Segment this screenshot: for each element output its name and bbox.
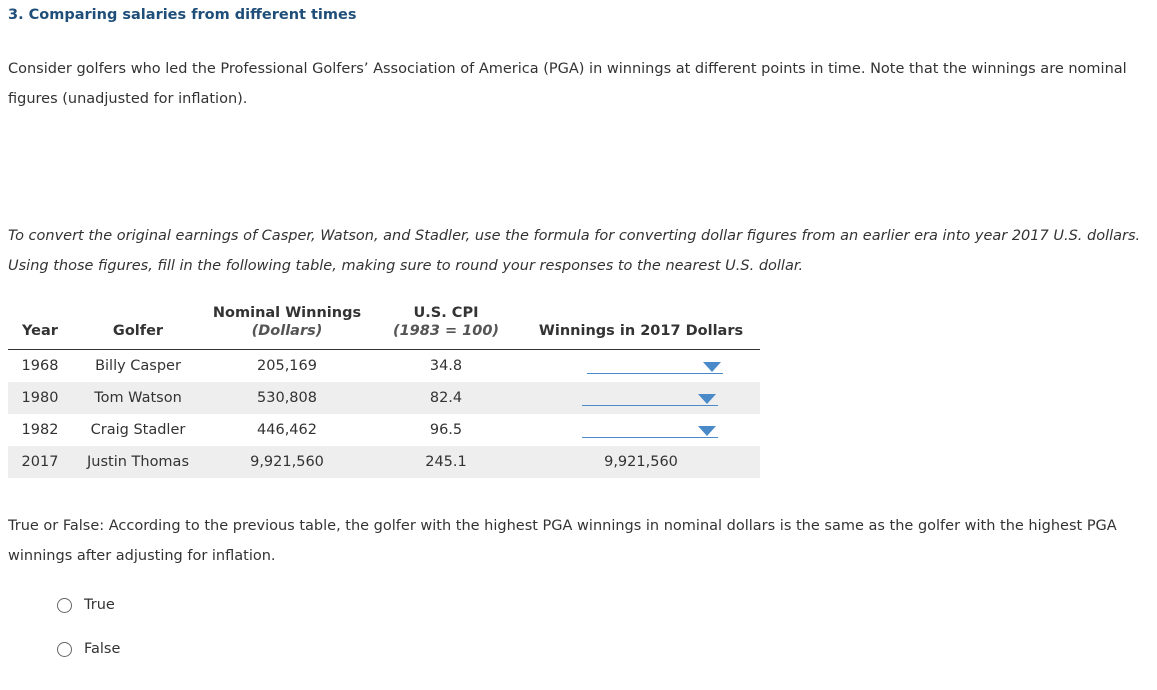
header-golfer-spacer <box>72 293 204 323</box>
cell-golfer: Billy Casper <box>95 358 181 374</box>
cell-nominal: 446,462 <box>257 422 317 438</box>
cell-golfer: Tom Watson <box>72 382 204 414</box>
option-true[interactable] <box>57 597 115 613</box>
cell-golfer: Craig Stadler <box>90 422 186 438</box>
cell-winnings-2017 <box>522 350 760 383</box>
header-nominal-line1: Nominal Winnings <box>212 305 362 321</box>
cell-winnings-2017 <box>522 382 760 414</box>
cell-cpi: 82.4 <box>370 382 522 414</box>
cell-winnings-2017: 9,921,560 <box>522 446 760 478</box>
chevron-down-icon <box>698 426 716 436</box>
winnings-table <box>8 293 760 478</box>
header-golfer: Golfer <box>72 323 204 350</box>
cell-nominal: 530,808 <box>204 382 370 414</box>
header-year: Year <box>8 323 72 350</box>
header-winnings-spacer <box>522 293 760 323</box>
header-cpi-line2: (1983 = 100) <box>370 323 522 350</box>
header-nominal-line2: (Dollars) <box>204 323 370 350</box>
cell-year: 1968 <box>21 358 59 374</box>
chevron-down-icon <box>703 362 721 372</box>
table-row-thomas <box>8 446 760 478</box>
radio-true[interactable] <box>57 598 72 613</box>
table-row-casper <box>8 350 760 383</box>
question-title: 3. Comparing salaries from different times <box>8 7 357 23</box>
winnings-dropdown-watson[interactable] <box>582 391 718 406</box>
true-false-prompt: True or False: According to the previous table, the golfer with the highest PGA winnings in nominal dollars is the same as the golfer with the highest PGA winnings after adjusting for inflation. <box>8 518 1117 564</box>
intro-paragraph: Consider golfers who led the Professional Golfers’ Association of America (PGA) in winnings at different points in time. Note that the winnings are nominal figures (unadjusted for inflation). <box>8 61 1127 107</box>
winnings-table-container <box>8 293 760 478</box>
header-cpi-line1: U.S. CPI <box>413 305 479 321</box>
table-row-watson <box>8 382 760 414</box>
cell-golfer: Justin Thomas <box>72 446 204 478</box>
chevron-down-icon <box>698 394 716 404</box>
cell-nominal: 205,169 <box>257 358 317 374</box>
instructions-paragraph: To convert the original earnings of Casper, Watson, and Stadler, use the formula for converting dollar figures from an earlier era into year 2017 U.S. dollars. Using those figures, fill in the following table, making sure to round your responses to the nearest U.S. dollar. <box>8 228 1141 274</box>
option-false[interactable] <box>57 641 120 657</box>
header-winnings-2017: Winnings in 2017 Dollars <box>522 323 760 350</box>
option-true-label: True <box>84 597 115 613</box>
cell-nominal: 9,921,560 <box>204 446 370 478</box>
winnings-dropdown-casper[interactable] <box>587 359 723 374</box>
cell-cpi: 245.1 <box>370 446 522 478</box>
radio-false[interactable] <box>57 642 72 657</box>
header-row-1 <box>8 293 760 323</box>
cell-year: 1980 <box>8 382 72 414</box>
cell-year: 2017 <box>8 446 72 478</box>
cell-cpi: 96.5 <box>429 422 463 438</box>
cell-year: 1982 <box>21 422 59 438</box>
table-row-stadler <box>8 414 760 446</box>
cell-cpi: 34.8 <box>429 358 463 374</box>
winnings-dropdown-stadler[interactable] <box>582 423 718 438</box>
header-row-2 <box>8 323 760 350</box>
option-false-label: False <box>84 641 121 657</box>
header-year-spacer <box>8 293 72 323</box>
cell-winnings-2017 <box>522 414 760 446</box>
